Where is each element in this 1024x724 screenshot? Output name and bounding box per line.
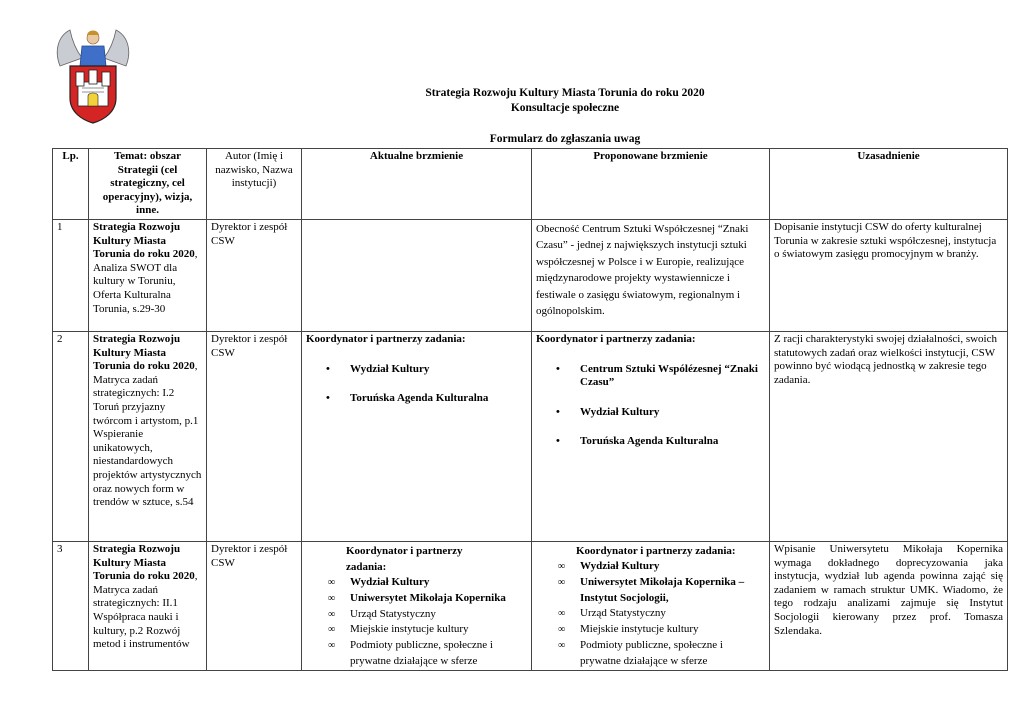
col-header-aktualne: Aktualne brzmienie [302,149,532,220]
aktualne-heading: Koordynator i partnerzy zadania: [346,545,463,573]
row-uzasadnienie: Wpisanie Uniwersytetu Mikołaja Kopernika wymaga dokładnego doprecyzowania jaka instytucja, wydział lub agenda powinna zająć się zadaniem w ramach struktur UMK. Wiadomo, że tego rodzaju analizami zajmuje się Instytut Socjologii kierowany przez prof. Tomasza Szlendaka. [770,542,1008,671]
document-subtitle: Konsultacje społeczne [510,102,620,114]
row-autor: Dyrektor i zespół CSW [207,542,302,671]
row-proponowane: Obecność Centrum Sztuki Współczesnej “Znaki Czasu” - jednej z największych instytucji sztuki współczesnej w Polsce i w Europie, realizujące międzynarodowe projekty wystawiennicze i festiwale o zasięgu światowym, regionalnym i ogólnopolskim. [532,220,770,332]
list-item: ∞ Uniwersytet Mikołaja Kopernika – Instytut Socjologii, [536,575,765,607]
torun-coat-of-arms-logo [52,26,134,126]
row-lp: 3 [53,542,89,671]
col-header-autor [207,149,302,220]
table-row [53,542,1008,671]
proponowane-list [536,363,765,449]
list-item: ∞ Urząd Statystyczny [306,607,527,623]
row-aktualne [302,542,532,671]
row-proponowane [532,332,770,542]
table-row [53,332,1008,542]
aktualne-heading: Koordynator i partnerzy zadania: [306,333,466,345]
list-item: ∞ Miejskie instytucje kultury [306,622,527,638]
col-header-autor-text: Autor (Imię i nazwisko, Nazwa instytucji) [215,150,293,190]
row-aktualne [302,332,532,542]
list-item: ∞ Uniwersytet Mikołaja Kopernika [306,591,527,607]
row-temat [89,332,207,542]
proponowane-heading: Koordynator i partnerzy zadania: [576,545,736,557]
temat-strategy-name: Strategia Rozwoju Kultury Miasta Torunia do roku 2020 [93,221,195,261]
row-proponowane [532,542,770,671]
row-autor: Dyrektor i zespół CSW [207,332,302,542]
row-aktualne [302,220,532,332]
col-header-temat-text: Temat: obszar Strategii (cel strategiczny, cel operacyjny), wizja, inne. [102,150,193,217]
temat-strategy-name: Strategia Rozwoju Kultury Miasta Torunia do roku 2020 [93,333,195,373]
list-item: ∞ Podmioty publiczne, społeczne i prywatne działające w sferze [536,638,765,670]
list-item: ∞ Podmioty publiczne, społeczne i prywatne działające w sferze [306,638,527,670]
col-header-temat [89,149,207,220]
row-temat [89,542,207,671]
col-header-uzasadnienie: Uzasadnienie [770,149,1008,220]
row-uzasadnienie: Z racji charakterystyki swojej działalności, swoich statutowych zadań oraz wielkości instytucji, CSW powinno być wiodącą jednostką w zakresie tego zadania. [770,332,1008,542]
aktualne-list [306,575,527,670]
temat-strategy-name: Strategia Rozwoju Kultury Miasta Torunia do roku 2020 [93,543,195,583]
list-item: • Wydział Kultury [536,406,765,420]
table-header-row [53,149,1008,220]
temat-details: , Matryca zadań strategicznych: I.2 Toruń przyjazny twórcom i artystom, p.1 Wspieranie unikatowych, niestandardowych projektów artystycznych oraz nowych form w trendów w sztuce, s.54 [93,360,202,509]
proponowane-list [536,559,765,670]
document-title: Strategia Rozwoju Kultury Miasta Torunia do roku 2020 [425,87,705,99]
table-row [53,220,1008,332]
list-item: ∞ Miejskie instytucje kultury [536,622,765,638]
list-item: • Toruńska Agenda Kulturalna [536,435,765,449]
list-item: ∞ Urząd Statystyczny [536,606,765,622]
row-autor: Dyrektor i zespół CSW [207,220,302,332]
aktualne-list [306,363,527,406]
list-item: • Toruńska Agenda Kulturalna [306,392,527,406]
list-item: • Centrum Sztuki Wspólézesnej “Znaki Czasu” [536,363,765,390]
proponowane-heading: Koordynator i partnerzy zadania: [536,333,696,345]
row-lp: 2 [53,332,89,542]
row-lp: 1 [53,220,89,332]
col-header-lp: Lp. [53,149,89,220]
row-temat [89,220,207,332]
comments-table [52,148,1008,671]
row-uzasadnienie: Dopisanie instytucji CSW do oferty kulturalnej Torunia w zakresie sztuki współczesnej, instytucja o światowym zasięgu promocyjnym w branży. [770,220,1008,332]
temat-details: , Matryca zadań strategicznych: II.1 Współpraca nauki i kultury, p.2 Rozwój metod i instrumentów [93,570,198,651]
list-item: ∞ Wydział Kultury [536,559,765,575]
temat-details: , Analiza SWOT dla kultury w Toruniu, Oferta Kulturalna Torunia, s.29-30 [93,248,198,315]
col-header-proponowane: Proponowane brzmienie [532,149,770,220]
form-title: Formularz do zgłaszania uwag [489,133,641,145]
list-item: • Wydział Kultury [306,363,527,377]
list-item: ∞ Wydział Kultury [306,575,527,591]
